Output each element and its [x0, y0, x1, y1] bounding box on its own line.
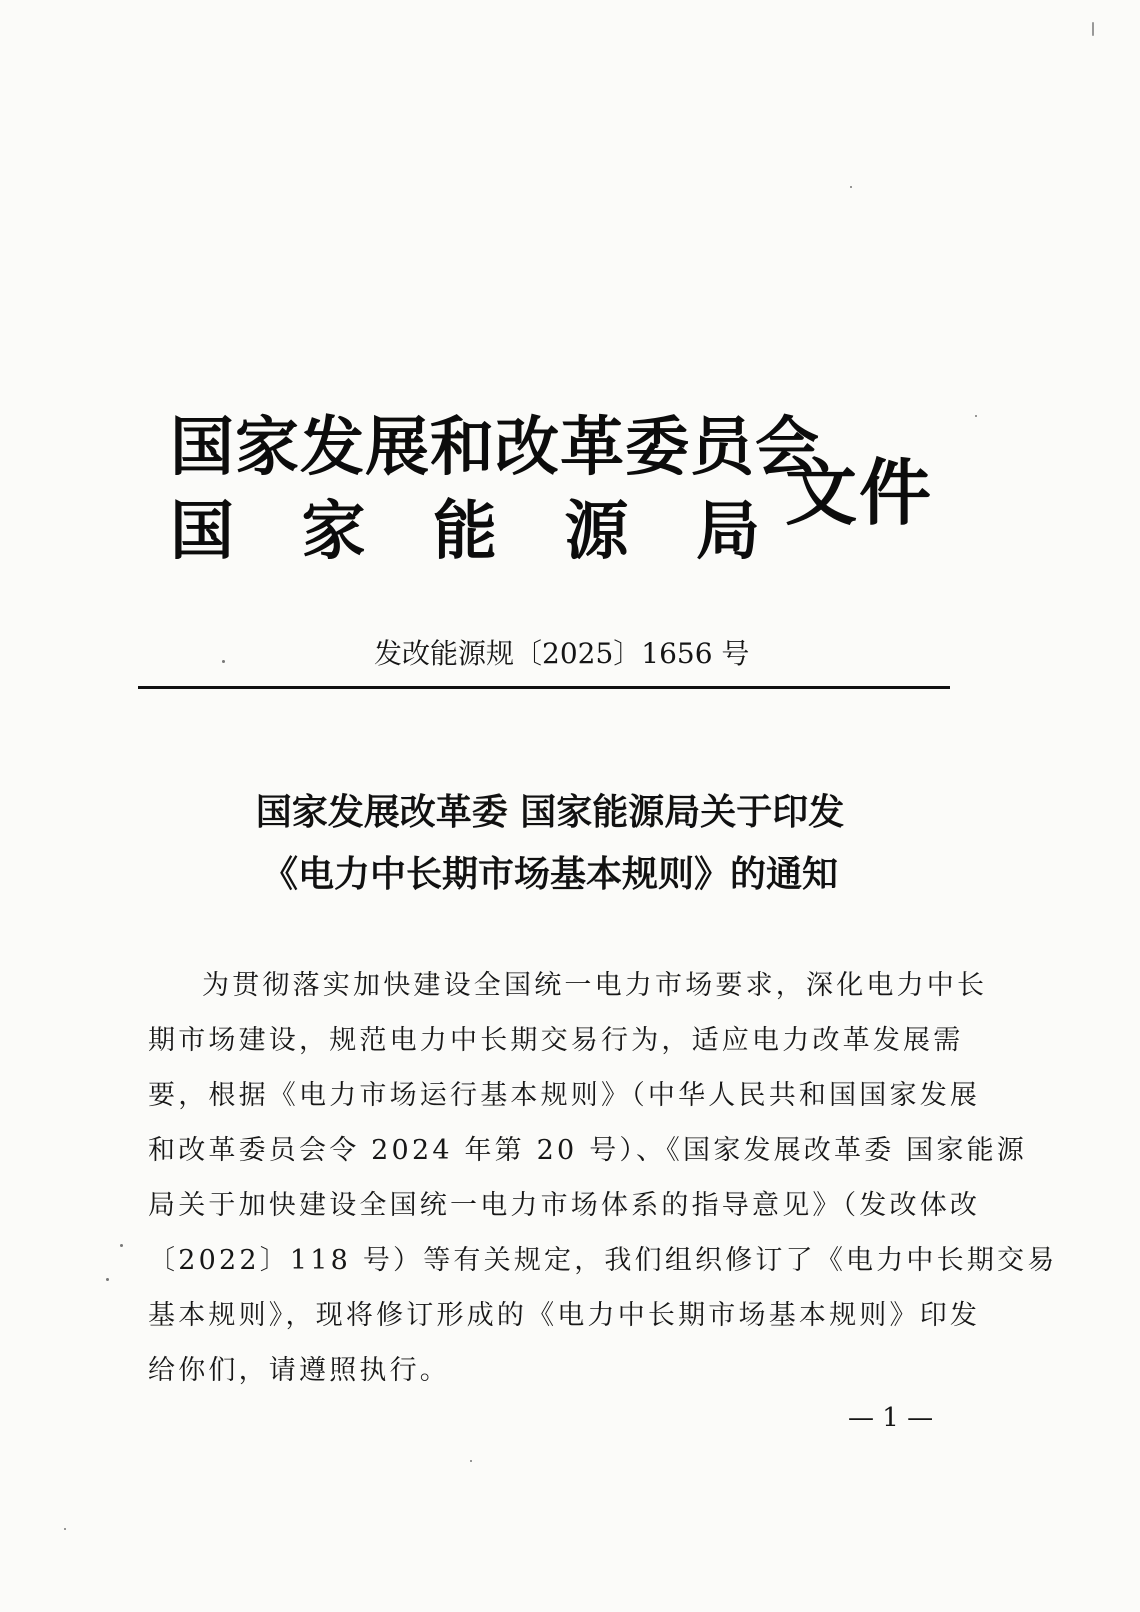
issuing-org-nea [170, 492, 760, 572]
org-char: 局 [696, 494, 760, 569]
scan-speck [120, 1244, 123, 1247]
document-header [170, 408, 934, 578]
org-char: 源 [564, 494, 629, 569]
scan-speck [64, 1528, 66, 1530]
document-label: 文件 [785, 450, 934, 535]
notice-title-line-2: 《电力中长期市场基本规则》的通知 [261, 854, 838, 895]
body-line: 和改革委员会令 2024 年第 20 号）、《国家发展改革委 国家能源 [148, 1135, 1027, 1166]
body-line: 要，根据《电力市场运行基本规则》（中华人民共和国国家发展 [148, 1080, 981, 1111]
scan-speck [106, 1278, 109, 1281]
body-line: 局关于加快建设全国统一电力市场体系的指导意见》（发改体改 [148, 1190, 981, 1221]
org-char: 国 [170, 494, 234, 569]
document-number: 发改能源规〔2025〕1656 号 [374, 637, 750, 670]
page-number: — 1 — [848, 1403, 934, 1433]
scan-speck [470, 1460, 472, 1462]
body-line: 给你们，请遵照执行。 [148, 1355, 450, 1386]
body-line: 期市场建设，规范电力中长期交易行为，适应电力改革发展需 [148, 1025, 964, 1056]
scan-speck [850, 186, 852, 188]
body-line: 基本规则》，现将修订形成的《电力中长期市场基本规则》印发 [148, 1300, 981, 1331]
body-line: 为贯彻落实加快建设全国统一电力市场要求，深化电力中长 [202, 970, 988, 1001]
body-line: 〔2022〕118 号）等有关规定，我们组织修订了《电力中长期交易 [148, 1245, 1058, 1276]
org-char: 家 [301, 494, 366, 569]
notice-body [148, 958, 1058, 1398]
scan-speck [222, 660, 225, 663]
issuing-org-ndrc: 国家发展和改革委员会 [170, 410, 820, 485]
scan-speck [1092, 22, 1094, 36]
scan-speck [975, 415, 977, 417]
org-char: 能 [433, 494, 497, 569]
notice-title-line-1: 国家发展改革委 国家能源局关于印发 [255, 792, 845, 833]
header-divider [138, 686, 950, 689]
